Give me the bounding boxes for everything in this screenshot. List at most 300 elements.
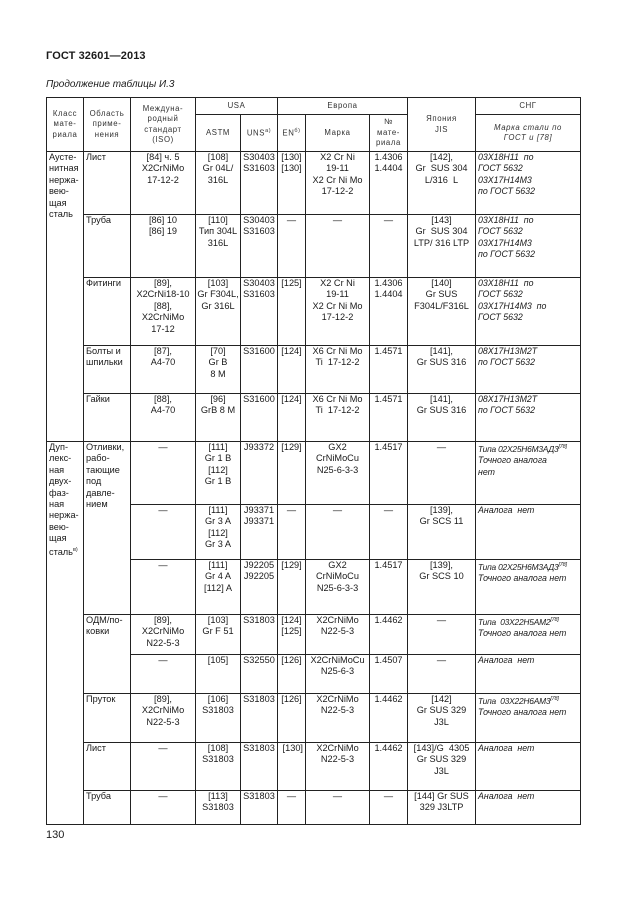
text-line: 03Х18Н11 по (478, 152, 534, 162)
text-line: Gr 1 B (204, 453, 232, 464)
cell-cis (476, 394, 581, 442)
cell-iso (131, 743, 196, 791)
col-header-mark: Марка (306, 115, 370, 152)
text-line: [88], (154, 300, 172, 311)
table-row (47, 694, 581, 743)
text-line: стандарт (144, 124, 182, 134)
cell-jis (408, 278, 476, 346)
text-line: X2CrNiMo (141, 626, 185, 637)
text-line: S31600 (243, 394, 275, 404)
cell-uns (241, 215, 278, 278)
text-line: [129] (281, 560, 302, 570)
text-line: 1.4306 (374, 152, 403, 162)
cell-uns (241, 505, 278, 560)
text-line: сталь (49, 209, 73, 220)
cell-uns (241, 694, 278, 743)
text-line: GX2 (328, 560, 347, 570)
text-line: Gr B (208, 357, 228, 368)
text-line: X2CrNiMo (316, 694, 359, 704)
text-line: — (332, 791, 343, 801)
text-line: Тип 304L (198, 226, 238, 237)
text-line: J92205 (243, 560, 275, 570)
text-line: [108] (207, 743, 229, 753)
footnote-marker: в) (72, 546, 78, 553)
text-line: ковки (86, 626, 110, 637)
cell-en (278, 346, 306, 394)
text-line: — (158, 442, 168, 452)
text-line: [130] (281, 152, 302, 162)
text-line: [125] (281, 278, 302, 288)
text-line: S30403 (243, 215, 275, 225)
text-line: Ti 17-12-2 (315, 357, 360, 368)
text-line: 17-12-2 (321, 186, 354, 197)
text-line: S31803 (202, 802, 234, 813)
text-line: N22-5-3 (320, 754, 355, 765)
text-line: Дуп- (49, 442, 69, 452)
cell-iso (131, 655, 196, 694)
text-line: № (384, 117, 393, 127)
text-line: лекс- (49, 453, 72, 464)
cell-material-class (47, 442, 84, 825)
text-line: S30403 (243, 278, 275, 288)
text-line: 1.4517 (374, 442, 403, 452)
text-line: ная (49, 499, 65, 510)
cell-material-number (370, 394, 408, 442)
text-line: X2 Cr Ni (320, 152, 355, 162)
table-row (47, 152, 581, 215)
text-line: [103] (207, 615, 229, 625)
text-line: приме- (92, 119, 122, 129)
table-row (47, 615, 581, 655)
text-line: 17-12 (151, 323, 175, 334)
text-line: Gr SUS 316 (416, 357, 467, 368)
text-line: щая (49, 197, 67, 208)
text-line: [70] (210, 346, 226, 356)
col-header-japan (408, 98, 476, 152)
table-row (47, 791, 581, 825)
text-line: — (332, 505, 343, 515)
text-line: [113] (208, 791, 228, 801)
cell-material-number (370, 694, 408, 743)
text-line: [124] (281, 394, 302, 404)
text-line: Типа 02Х25Н6М3АД3[78] (478, 561, 567, 572)
footnote-marker: [78] (558, 562, 567, 568)
cell-cis (476, 505, 581, 560)
text-line: [84] ч. 5 (146, 152, 180, 162)
cell-application-area (84, 615, 131, 694)
table-row (47, 442, 581, 505)
text-line: Лист (86, 152, 106, 162)
col-header-europe: Европа (278, 98, 408, 115)
cell-material-number (370, 743, 408, 791)
cell-material-number (370, 346, 408, 394)
text-line: S31600 (243, 346, 275, 356)
text-line: A4-70 (150, 357, 176, 368)
text-line: [112] (208, 527, 228, 538)
table-row (47, 743, 581, 791)
text-line: под (86, 476, 102, 487)
text-line: X6 Cr Ni Mo (312, 394, 363, 404)
cell-cis (476, 346, 581, 394)
text-line: X2CrNiMo (316, 615, 359, 625)
text-line: F304L/F316L (414, 300, 469, 311)
text-line: — (286, 215, 297, 225)
text-line: [111] (208, 442, 228, 452)
text-line: — (332, 215, 343, 225)
cell-jis (408, 743, 476, 791)
text-line: J3L (434, 765, 449, 776)
cell-iso (131, 442, 196, 505)
text-line: [89], (154, 694, 172, 704)
text-line: 1.4462 (374, 694, 403, 704)
cell-en (278, 505, 306, 560)
text-line: Болты и (86, 346, 121, 356)
text-line: 1.4462 (374, 743, 403, 753)
table-row (47, 346, 581, 394)
text-line: J93371 (243, 516, 275, 527)
text-line: [141], (430, 394, 453, 404)
text-line: по ГОСТ 5632 (478, 186, 535, 197)
cell-astm (196, 215, 241, 278)
text-line: щая (49, 533, 67, 544)
text-line: [142], (430, 152, 453, 162)
cell-cis (476, 560, 581, 615)
text-line: N25-6-3-3 (316, 582, 359, 593)
cell-mark (306, 615, 370, 655)
cell-mark (306, 152, 370, 215)
text-line: 08Х17Н13М2Т (478, 346, 538, 356)
text-line: нержа- (49, 510, 79, 521)
cell-en (278, 278, 306, 346)
text-line: 17-12-2 (321, 312, 354, 323)
text-line: [126] (281, 655, 302, 665)
text-line: [141], (430, 346, 453, 356)
text-line: X2 Cr Ni Mo (312, 300, 363, 311)
text-line: S31803 (243, 694, 275, 704)
text-line: 19-11 (326, 289, 349, 300)
cell-iso (131, 791, 196, 825)
text-line: сталь (49, 546, 73, 557)
text-line: S31803 (243, 743, 275, 753)
cell-cis (476, 694, 581, 743)
text-line: [86] 10 (148, 215, 178, 225)
text-line: 03Х18Н11 по (478, 215, 534, 225)
cell-en (278, 655, 306, 694)
text-line: ГОСТ 5632 (478, 289, 523, 300)
text-line: [130] (281, 163, 302, 174)
text-line: тающие (86, 464, 120, 475)
text-line: Gr SUS 316 (416, 405, 467, 416)
text-line: Gr 04L/ (202, 163, 234, 174)
cell-cis (476, 743, 581, 791)
cell-cis (476, 152, 581, 215)
text-line: нет (478, 466, 495, 477)
text-line: Отливки, (86, 442, 125, 452)
text-line: [112] (208, 464, 228, 475)
text-line: — (286, 505, 297, 515)
text-line: CrNiMoCu (316, 453, 359, 464)
text-line: [86] 19 (148, 226, 178, 237)
text-line: Gr 3 A (204, 516, 232, 527)
cell-application-area (84, 152, 131, 215)
cell-cis (476, 442, 581, 505)
cell-en (278, 560, 306, 615)
text-line: — (158, 560, 168, 570)
text-line: двух- (49, 476, 72, 487)
text-line: [139], (430, 560, 453, 570)
text-line: S31603 (243, 289, 275, 300)
cell-iso (131, 346, 196, 394)
text-line: — (383, 791, 394, 801)
cell-iso (131, 215, 196, 278)
cell-application-area (84, 346, 131, 394)
text-line: [143] (431, 215, 452, 225)
text-line: Gr F304L, (197, 289, 239, 300)
cell-jis (408, 791, 476, 825)
cell-jis (408, 346, 476, 394)
text-line: [89], (154, 278, 172, 288)
text-line: [103] (207, 278, 229, 288)
cell-en (278, 743, 306, 791)
text-line: 03Х18Н11 по (478, 278, 534, 288)
cell-application-area (84, 743, 131, 791)
document-header: ГОСТ 32601—2013 (46, 50, 146, 62)
text-line: Труба (86, 215, 111, 225)
text-line: Точного аналога нет (478, 573, 567, 584)
text-line: Типа 03Х22Н5АМ2[78] (478, 616, 559, 627)
text-line: 8 M (210, 368, 226, 379)
cell-astm (196, 442, 241, 505)
cell-cis (476, 215, 581, 278)
text-line: Аналога нет (478, 655, 535, 665)
cell-material-number (370, 215, 408, 278)
text-line: 03Х17Н14М3 по (478, 300, 547, 311)
text-line: — (383, 505, 394, 515)
cell-mark (306, 442, 370, 505)
text-line: — (158, 505, 168, 515)
text-line: Аналога нет (478, 791, 535, 801)
text-line: Класс (52, 108, 78, 118)
text-line: [125] (281, 626, 302, 637)
text-line: 1.4306 (374, 278, 403, 288)
text-line: Точного аналога (478, 455, 547, 466)
footnote-marker: [78] (550, 617, 559, 623)
text-line: X2CrNi18-10 (136, 289, 190, 300)
cell-uns (241, 278, 278, 346)
text-line: Пруток (86, 694, 116, 704)
cell-material-class (47, 152, 84, 442)
text-line: — (436, 442, 447, 452)
cell-mark (306, 505, 370, 560)
text-line: Gr SUS 304 (415, 163, 468, 174)
cell-uns (241, 615, 278, 655)
text-line: Аналога нет (478, 743, 535, 753)
text-line: [110] (208, 215, 228, 225)
cell-jis (408, 152, 476, 215)
text-line: N22-5-3 (320, 626, 355, 637)
col-header-class (47, 98, 84, 152)
col-header-iso (131, 98, 196, 152)
text-line: J3L (434, 716, 449, 727)
text-line: риала (376, 138, 401, 148)
cell-jis (408, 560, 476, 615)
text-line: Gr F 51 (202, 626, 234, 637)
text-line: [130] (280, 743, 303, 753)
table-row (47, 278, 581, 346)
text-line: 1.4404 (374, 289, 403, 300)
text-line: 1.4462 (374, 615, 403, 625)
text-line: вею- (49, 521, 69, 532)
cell-en (278, 215, 306, 278)
text-line: S31803 (243, 791, 275, 801)
cell-material-number (370, 791, 408, 825)
cell-application-area (84, 278, 131, 346)
text-line: S31603 (243, 163, 275, 174)
col-header-astm: ASTM (196, 115, 241, 152)
text-line: Gr SUS (425, 289, 458, 300)
text-line: Фитинги (86, 278, 122, 288)
col-header-cis: СНГ (476, 98, 581, 115)
text-line: [139], (430, 505, 453, 515)
text-line: [105] (207, 655, 229, 665)
text-line: J93372 (243, 442, 275, 452)
cell-material-number (370, 560, 408, 615)
table-body (47, 152, 581, 825)
text-line: [124] (281, 346, 302, 356)
text-line: — (383, 215, 394, 225)
col-header-area (84, 98, 131, 152)
text-line: CrNiMoCu (316, 571, 359, 582)
cell-en (278, 442, 306, 505)
cell-iso (131, 615, 196, 655)
text-line: Типа 03Х22Н6АМ3[78] (478, 695, 559, 706)
cell-astm (196, 346, 241, 394)
text-line: ГОСТ 5632 (478, 163, 523, 174)
text-line: нитная (49, 163, 79, 174)
text-line: ная (49, 464, 65, 475)
cell-en (278, 694, 306, 743)
cell-astm (196, 743, 241, 791)
text-line: нения (94, 129, 120, 139)
cell-material-number (370, 505, 408, 560)
text-line: S31803 (202, 705, 234, 716)
text-line: [89], (154, 615, 172, 625)
cell-jis (408, 694, 476, 743)
col-header-en: $EN^{б)}$ (278, 115, 306, 152)
text-line: мате- (377, 127, 400, 137)
text-line: 03Х17Н14М3 (478, 237, 532, 248)
text-line: ГОСТ 5632 (478, 312, 523, 323)
cell-uns (241, 152, 278, 215)
text-line: Япония (426, 114, 457, 123)
text-line: Область (89, 108, 125, 118)
text-line: 1.4571 (374, 394, 403, 404)
cell-mark (306, 346, 370, 394)
cell-uns (241, 442, 278, 505)
text-line: N22-5-3 (320, 705, 355, 716)
text-line: Междуна- (142, 103, 184, 113)
text-line: X2 Cr Ni (320, 278, 355, 288)
text-line: [111] (208, 560, 228, 570)
cell-en (278, 615, 306, 655)
text-line: Gr SCS 11 (419, 516, 464, 527)
text-line: LTP/ 316 LTP (413, 237, 470, 248)
table-caption: Продолжение таблицы И.3 (46, 79, 175, 90)
text-line: Gr SUS 329 (416, 754, 467, 765)
text-line: шпильки (86, 357, 123, 368)
text-line: 17-12-2 (147, 174, 179, 185)
text-line: нием (86, 499, 108, 510)
text-line: Gr 4 A (204, 571, 232, 582)
text-line: Gr SUS 304 (415, 226, 468, 237)
cell-astm (196, 615, 241, 655)
cell-material-number (370, 655, 408, 694)
text-line: S30403 (243, 152, 275, 162)
text-line: Точного аналога нет (478, 707, 567, 718)
col-header-cis-mark (476, 115, 581, 152)
text-line: Gr SUS 329 (416, 705, 467, 716)
cell-astm (196, 152, 241, 215)
text-line: мате- (53, 119, 77, 129)
cell-uns (241, 791, 278, 825)
cell-mark (306, 278, 370, 346)
cell-astm (196, 655, 241, 694)
text-line: нержа- (49, 174, 79, 185)
text-line: Лист (86, 743, 106, 753)
cell-uns (241, 560, 278, 615)
text-line: 1.4404 (374, 163, 403, 174)
text-line: Марка стали по (494, 122, 562, 132)
text-line: — (286, 791, 297, 801)
text-line: Аусте- (49, 152, 77, 162)
text-line: Gr 3 A (204, 539, 232, 550)
text-line: (ISO) (152, 135, 174, 144)
text-line: X6 Cr Ni Mo (312, 346, 363, 356)
cell-jis (408, 394, 476, 442)
text-line: родный (147, 114, 179, 123)
cell-uns (241, 655, 278, 694)
text-line: X2CrNiMo (141, 705, 185, 716)
cell-application-area (84, 215, 131, 278)
text-line: Gr 1 B (204, 476, 232, 487)
cell-cis (476, 278, 581, 346)
text-line: X2CrNiMo (141, 163, 185, 174)
col-header-material-number (370, 115, 408, 152)
cell-mark (306, 743, 370, 791)
page-number: 130 (46, 829, 65, 841)
text-line: 03Х17Н14М3 (478, 174, 532, 185)
cell-iso (131, 152, 196, 215)
cell-iso (131, 505, 196, 560)
text-line: S32550 (243, 655, 275, 665)
text-line: Точного аналога нет (478, 628, 567, 639)
text-line: GrB 8 M (200, 405, 236, 416)
text-line: N22-5-3 (146, 716, 180, 727)
text-line: S31803 (202, 754, 234, 765)
text-line: 08Х17Н13М2Т (478, 394, 538, 404)
cell-cis (476, 615, 581, 655)
cell-mark (306, 394, 370, 442)
text-line: — (436, 615, 447, 625)
cell-astm (196, 694, 241, 743)
text-line: 1.4507 (374, 655, 403, 665)
text-line: [112] A (204, 582, 232, 593)
cell-material-number (370, 615, 408, 655)
cell-astm (196, 560, 241, 615)
text-line: [96] (210, 394, 226, 404)
cell-en (278, 152, 306, 215)
cell-jis (408, 655, 476, 694)
